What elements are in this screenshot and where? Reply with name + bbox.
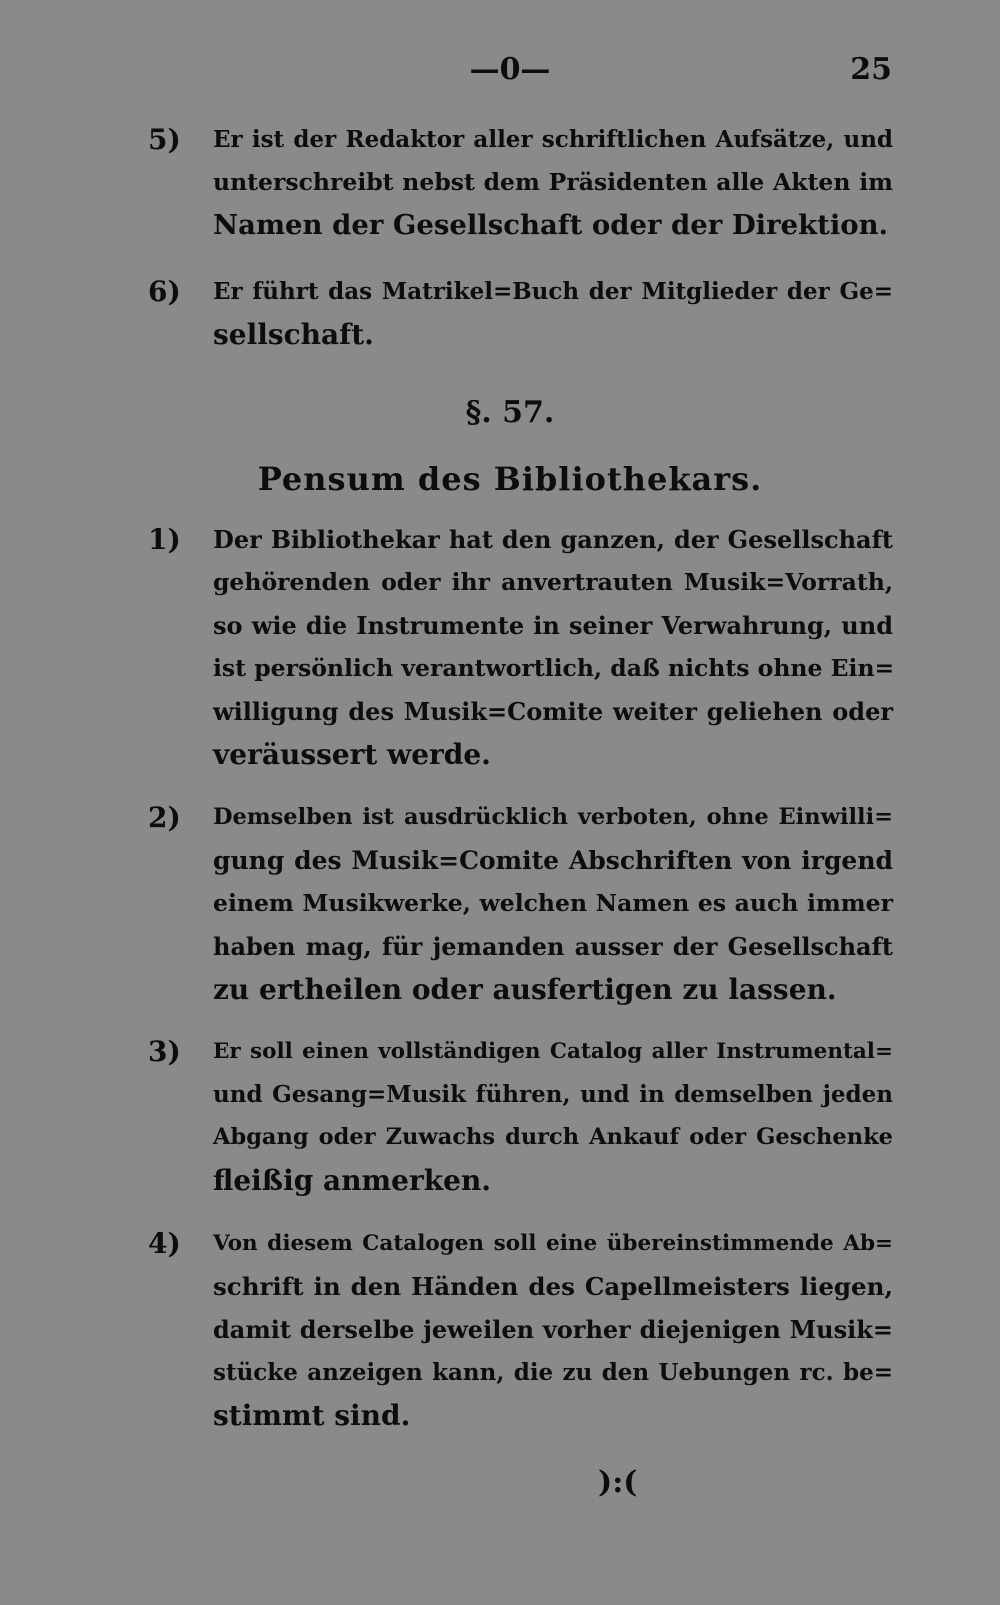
text-line: ist persönlich verantwortlich, daß nichts ohne Ein= xyxy=(213,654,895,682)
paragraph-2 xyxy=(148,796,893,1011)
page-number: 25 xyxy=(850,52,892,87)
paragraph-1 xyxy=(148,518,893,776)
paragraph-number: 5) xyxy=(148,123,181,156)
paragraph-number: 6) xyxy=(148,275,181,308)
text-line: unterschreibt nebst dem Präsidenten alle Akten im xyxy=(213,168,893,196)
text-line: Namen der Gesellschaft oder der Direktion. xyxy=(213,209,889,241)
paragraph-number: 2) xyxy=(148,801,181,834)
text-line: stimmt sind. xyxy=(213,1399,411,1432)
text-line: veräussert werde. xyxy=(213,738,491,771)
text-line: Er ist der Redaktor aller schriftlichen Aufsätze, und xyxy=(213,126,893,153)
text-line: Demselben ist ausdrücklich verboten, ohne Einwilli= xyxy=(213,804,893,830)
text-line: gung des Musik=Comite Abschriften von irgend xyxy=(213,846,893,875)
text-line: willigung des Musik=Comite weiter geliehen oder xyxy=(213,697,893,726)
paragraph-6 xyxy=(148,270,893,356)
text-line: damit derselbe jeweilen vorher diejenigen Musik= xyxy=(213,1315,893,1344)
section-number: §. 57. xyxy=(465,395,555,430)
text-line: Der Bibliothekar hat den ganzen, der Gesellschaft xyxy=(213,525,893,554)
paragraph-number: 1) xyxy=(148,523,181,556)
text-line: Er führt das Matrikel=Buch der Mitglieder der Ge= xyxy=(213,278,893,305)
text-line: Er soll einen vollständigen Catalog aller Instrumental= xyxy=(213,1039,893,1064)
paragraph-4 xyxy=(148,1222,893,1437)
text-line: haben mag, für jemanden ausser der Gesellschaft xyxy=(213,932,893,961)
text-line: schrift in den Händen des Capellmeisters liegen, xyxy=(213,1272,893,1301)
text-line: Von diesem Catalogen soll eine übereinstimmende Ab= xyxy=(213,1231,893,1256)
text-line: einem Musikwerke, welchen Namen es auch immer xyxy=(213,889,893,917)
text-line: und Gesang=Musik führen, und in demselben jeden xyxy=(213,1081,893,1108)
text-line: stücke anzeigen kann, die zu den Uebungen rc. be= xyxy=(213,1359,893,1386)
header-ornament: —0— xyxy=(469,52,551,87)
paragraph-3 xyxy=(148,1030,893,1202)
paragraph-5 xyxy=(148,118,893,247)
text-line: fleißig anmerken. xyxy=(213,1164,492,1197)
text-line: so wie die Instrumente in seiner Verwahrung, und xyxy=(213,611,893,640)
catchword: ):( xyxy=(598,1465,638,1500)
section-title: Pensum des Bibliothekars. xyxy=(257,460,763,498)
paragraph-number: 4) xyxy=(148,1227,181,1260)
paragraph-number: 3) xyxy=(148,1035,181,1068)
text-line: zu ertheilen oder ausfertigen zu lassen. xyxy=(213,973,837,1006)
text-line: Abgang oder Zuwachs durch Ankauf oder Geschenke xyxy=(213,1124,893,1150)
text-line: gehörenden oder ihr anvertrauten Musik=Vorrath, xyxy=(213,568,893,596)
text-line: sellschaft. xyxy=(213,318,374,351)
